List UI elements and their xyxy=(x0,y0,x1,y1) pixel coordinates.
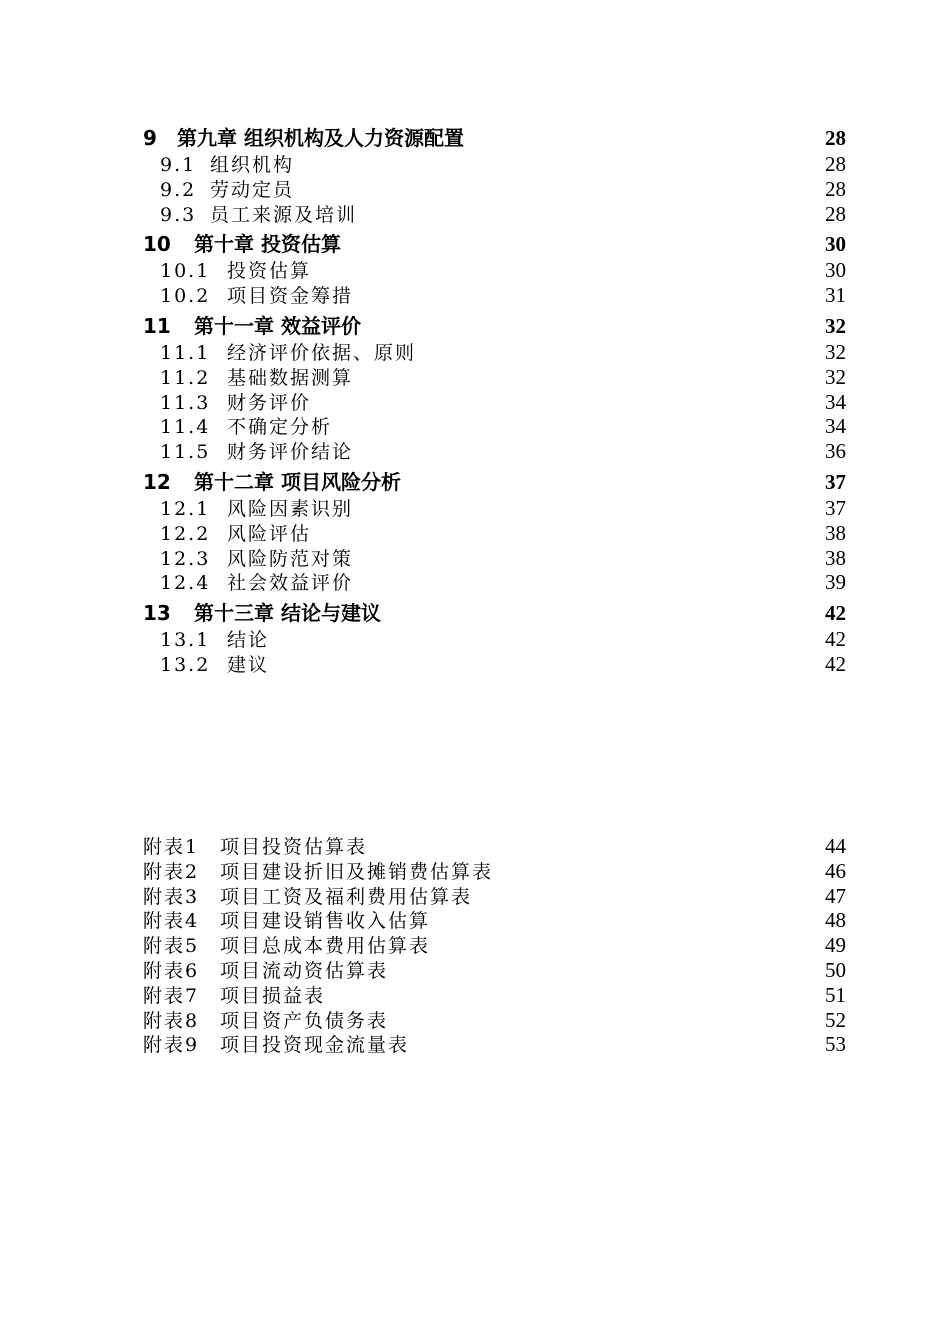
annex-item[interactable] xyxy=(143,832,846,857)
section-number: 11.2 xyxy=(160,366,211,389)
annex-item[interactable] xyxy=(143,857,846,882)
toc-chapter[interactable] xyxy=(143,597,846,625)
annex-label: 附表9 xyxy=(143,1034,200,1057)
annex-page: 49 xyxy=(825,933,846,958)
section-title: 风险评估 xyxy=(227,522,312,545)
toc-section[interactable] xyxy=(143,338,846,363)
annex-label: 附表3 xyxy=(143,885,200,908)
toc-section[interactable] xyxy=(143,625,846,650)
section-number: 11.3 xyxy=(160,391,211,414)
annex-label: 附表2 xyxy=(143,860,200,883)
chapter-title: 第九章 组织机构及人力资源配置 xyxy=(177,126,464,150)
section-page: 31 xyxy=(825,283,846,308)
section-page: 36 xyxy=(825,439,846,464)
section-number: 11.4 xyxy=(160,416,211,439)
section-page: 42 xyxy=(825,627,846,652)
section-page: 32 xyxy=(825,364,846,389)
section-page: 38 xyxy=(825,520,846,545)
chapter-number: 13 xyxy=(143,601,171,626)
section-title: 财务评价 xyxy=(227,391,312,414)
toc-section[interactable] xyxy=(143,388,846,413)
table-of-contents xyxy=(143,122,846,675)
annex-item[interactable] xyxy=(143,906,846,931)
section-page: 39 xyxy=(825,570,846,595)
chapter-number: 12 xyxy=(143,469,171,494)
toc-section[interactable] xyxy=(143,175,846,200)
annex-label: 附表7 xyxy=(143,984,200,1007)
annex-title: 项目投资估算表 xyxy=(220,836,368,858)
section-page: 37 xyxy=(825,495,846,520)
section-number: 13.2 xyxy=(160,653,211,676)
annex-page: 50 xyxy=(825,957,846,982)
annex-title: 项目工资及福利费用估算表 xyxy=(220,885,473,908)
annex-label: 附表4 xyxy=(143,910,200,933)
annex-title: 项目总成本费用估算表 xyxy=(220,935,431,958)
annex-item[interactable] xyxy=(143,882,846,907)
chapter-title: 第十二章 项目风险分析 xyxy=(194,469,401,494)
chapter-page: 37 xyxy=(825,469,846,494)
section-page: 38 xyxy=(825,545,846,570)
section-title: 社会效益评价 xyxy=(227,572,354,595)
chapter-page: 28 xyxy=(825,126,846,150)
section-number: 9.3 xyxy=(160,203,197,226)
annex-title: 项目投资现金流量表 xyxy=(220,1034,410,1057)
section-number: 12.2 xyxy=(160,522,211,545)
section-title: 经济评价依据、原则 xyxy=(227,341,417,364)
section-number: 12.4 xyxy=(160,572,211,595)
annex-title: 项目建设折旧及摊销费估算表 xyxy=(220,860,494,883)
toc-section[interactable] xyxy=(143,200,846,225)
annex-page: 47 xyxy=(825,883,846,908)
annex-page: 46 xyxy=(825,858,846,883)
annex-item[interactable] xyxy=(143,931,846,956)
annex-label: 附表6 xyxy=(143,959,200,982)
section-title: 组织机构 xyxy=(210,154,295,176)
chapter-number: 9 xyxy=(143,126,157,150)
toc-section[interactable] xyxy=(143,363,846,388)
section-page: 28 xyxy=(825,176,846,201)
section-page: 30 xyxy=(825,258,846,283)
annex-label: 附表1 xyxy=(143,836,200,858)
section-page: 28 xyxy=(825,152,846,176)
annex-item[interactable] xyxy=(143,1006,846,1031)
section-number: 12.3 xyxy=(160,547,211,570)
annex-title: 项目资产负债务表 xyxy=(220,1009,389,1032)
section-title: 劳动定员 xyxy=(210,178,295,201)
toc-chapter[interactable] xyxy=(143,228,846,256)
annex-title: 项目损益表 xyxy=(220,984,326,1007)
section-number: 11.5 xyxy=(160,441,211,464)
section-number: 11.1 xyxy=(160,341,211,364)
annex-list xyxy=(143,832,846,1055)
section-page: 28 xyxy=(825,201,846,226)
chapter-page: 30 xyxy=(825,232,846,257)
toc-section[interactable] xyxy=(143,544,846,569)
toc-section[interactable] xyxy=(143,281,846,306)
toc-section[interactable] xyxy=(143,412,846,437)
toc-chapter[interactable] xyxy=(143,310,846,338)
section-number: 9.1 xyxy=(160,154,197,176)
annex-page: 53 xyxy=(825,1032,846,1057)
toc-section[interactable] xyxy=(143,519,846,544)
toc-section[interactable] xyxy=(143,150,846,175)
section-title: 基础数据测算 xyxy=(227,366,354,389)
toc-section[interactable] xyxy=(143,494,846,519)
annex-page: 52 xyxy=(825,1007,846,1032)
section-page: 34 xyxy=(825,414,846,439)
section-title: 项目资金筹措 xyxy=(227,285,354,308)
section-title: 不确定分析 xyxy=(227,416,333,439)
section-title: 风险因素识别 xyxy=(227,497,354,520)
annex-title: 项目流动资估算表 xyxy=(220,959,389,982)
annex-label: 附表8 xyxy=(143,1009,200,1032)
annex-item[interactable] xyxy=(143,1030,846,1055)
chapter-title: 第十一章 效益评价 xyxy=(194,313,361,338)
annex-page: 44 xyxy=(825,834,846,858)
toc-section[interactable] xyxy=(143,437,846,462)
section-number: 9.2 xyxy=(160,178,197,201)
section-page: 32 xyxy=(825,339,846,364)
chapter-number: 11 xyxy=(143,313,171,338)
chapter-page: 42 xyxy=(825,601,846,626)
annex-item[interactable] xyxy=(143,956,846,981)
section-title: 建议 xyxy=(227,653,270,676)
section-page: 34 xyxy=(825,389,846,414)
chapter-number: 10 xyxy=(143,232,171,257)
section-number: 13.1 xyxy=(160,629,211,652)
toc-chapter[interactable] xyxy=(143,466,846,494)
section-title: 结论 xyxy=(227,629,270,652)
section-page: 42 xyxy=(825,651,846,676)
section-title: 员工来源及培训 xyxy=(210,203,358,226)
section-title: 投资估算 xyxy=(227,260,312,283)
annex-title: 项目建设销售收入估算 xyxy=(220,910,431,933)
section-title: 风险防范对策 xyxy=(227,547,354,570)
section-number: 10.2 xyxy=(160,285,211,308)
chapter-title: 第十章 投资估算 xyxy=(194,232,341,257)
annex-page: 51 xyxy=(825,982,846,1007)
toc-chapter[interactable] xyxy=(143,122,846,150)
toc-section[interactable] xyxy=(143,650,846,675)
toc-section[interactable] xyxy=(143,568,846,593)
chapter-page: 32 xyxy=(825,313,846,338)
toc-section[interactable] xyxy=(143,256,846,281)
annex-item[interactable] xyxy=(143,981,846,1006)
section-title: 财务评价结论 xyxy=(227,441,354,464)
annex-page: 48 xyxy=(825,908,846,933)
chapter-title: 第十三章 结论与建议 xyxy=(194,601,381,626)
section-number: 12.1 xyxy=(160,497,211,520)
section-number: 10.1 xyxy=(160,260,211,283)
annex-label: 附表5 xyxy=(143,935,200,958)
